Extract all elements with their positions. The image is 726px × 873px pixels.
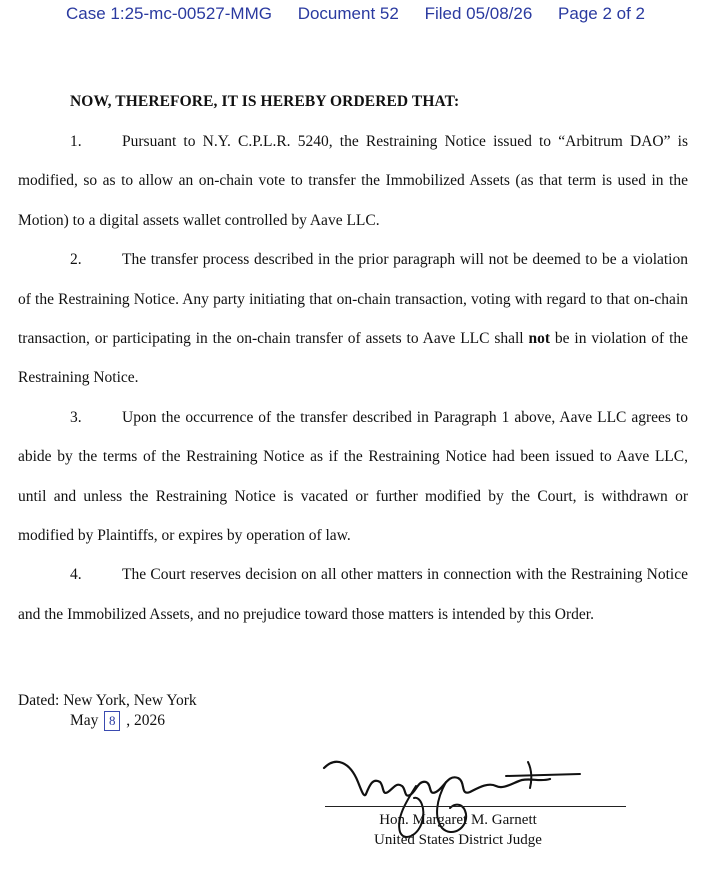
paragraph-number: 2. [70, 251, 82, 269]
paragraph-1 [18, 122, 688, 240]
case-number: Case 1:25-mc-00527-MMG [66, 4, 272, 23]
order-body [18, 122, 688, 634]
paragraph-text: Upon the occurrence of the transfer described in Paragraph 1 above, Aave LLC agrees to abide by the terms of the Restraining Notice as if the Restraining Notice had been issued to Aave LLC, until and unless the Restraining Notice is vacated or further modified by the Court, is withdrawn or modified by Plaintiffs, or expires by operation of law. [18, 408, 688, 545]
judge-name: Hon. Margaret M. Garnett [379, 812, 537, 828]
date-line [18, 711, 197, 731]
paragraph-text: Pursuant to N.Y. C.P.L.R. 5240, the Restraining Notice issued to “Arbitrum DAO” is modified, so as to allow an on-chain vote to transfer the Immobilized Assets (as that term is used in the Motion) to a digital assets wallet controlled by Aave LLC. [18, 133, 688, 229]
judge-title: United States District Judge [374, 832, 542, 848]
judge-block [325, 810, 591, 850]
paragraph-2 [18, 240, 688, 398]
document-header [66, 4, 666, 24]
date-month: May [70, 712, 99, 729]
paragraph-number: 1. [70, 133, 82, 150]
paragraph-4 [18, 555, 688, 634]
paragraph-number: 3. [70, 408, 82, 426]
dated-block [18, 691, 197, 731]
paragraph-text: be in violation of the Restraining Notice. [18, 330, 689, 387]
paragraph-number: 4. [70, 566, 82, 584]
paragraph-3 [18, 398, 688, 556]
date-year: , 2026 [126, 712, 166, 729]
page-indicator: Page 2 of 2 [558, 4, 646, 23]
dated-location: Dated: New York, New York [18, 692, 197, 709]
paragraph-text: The Court reserves decision on all other matters in connection with the Restraining Notice and the Immobilized Assets, and no prejudice toward those matters is intended by this Order. [18, 566, 688, 623]
paragraph-emphasis: not [528, 330, 551, 348]
signature-line [325, 806, 626, 807]
order-heading: NOW, THEREFORE, IT IS HEREBY ORDERED THAT: [70, 93, 460, 110]
document-number: Document 52 [297, 4, 399, 23]
filed-date: Filed 05/08/26 [424, 4, 533, 23]
date-day-field[interactable]: 8 [104, 711, 120, 731]
paragraph-text: The transfer process described in the prior paragraph will not be deemed to be a violation of the Restraining Notice. Any party initiating that on-chain transaction, voting with regard to that on-chain transaction, or participating in the on-chain transfer of assets to Aave LLC shall [18, 251, 688, 348]
